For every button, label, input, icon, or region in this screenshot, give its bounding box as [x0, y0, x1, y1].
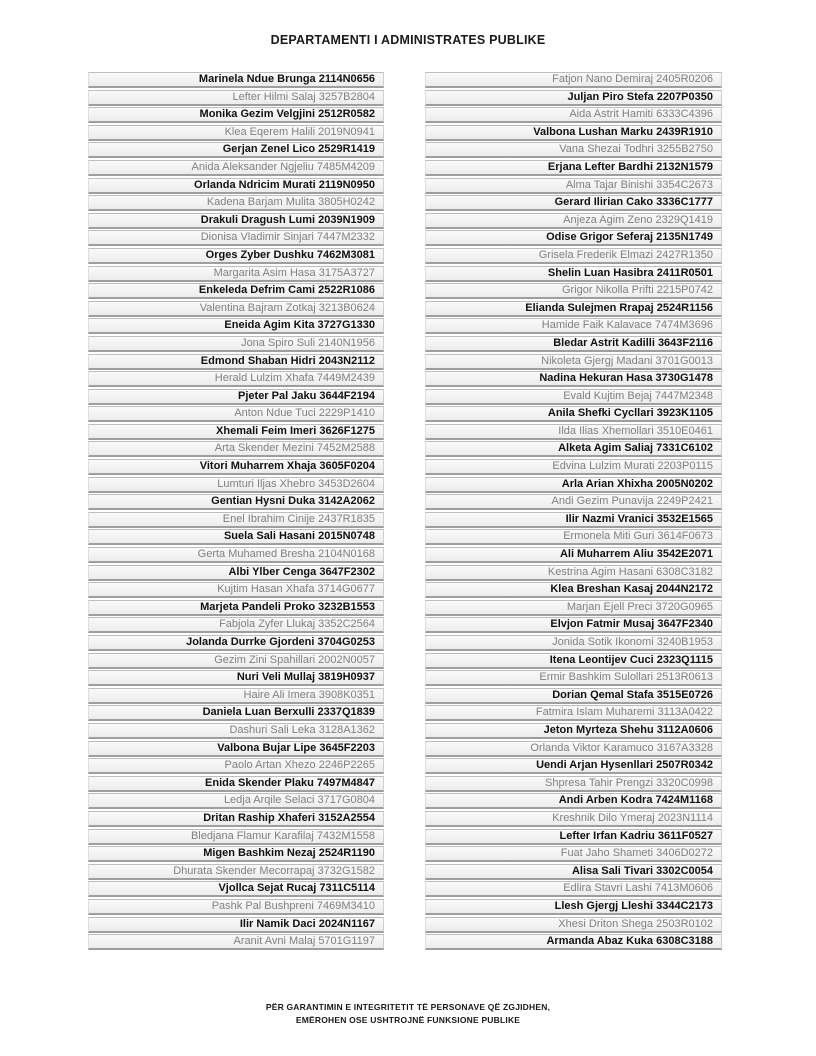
list-item: Odise Grigor Seferaj 2135N1749 — [425, 230, 722, 246]
list-item: Xhesi Driton Shega 2503R0102 — [425, 917, 722, 933]
list-item: Itena Leontijev Cuci 2323Q1115 — [425, 653, 722, 669]
list-item: Fatmira Islam Muharemi 3113A0422 — [425, 705, 722, 721]
list-item: Ermir Bashkim Sulollari 2513R0613 — [425, 670, 722, 686]
list-item: Gezim Zini Spahillari 2002N0057 — [88, 653, 384, 669]
list-item: Jona Spiro Suli 2140N1956 — [88, 336, 384, 352]
list-item: Gerjan Zenel Lico 2529R1419 — [88, 142, 384, 158]
list-item: Anida Aleksander Ngjeliu 7485M4209 — [88, 160, 384, 176]
list-item: Dorian Qemal Stafa 3515E0726 — [425, 688, 722, 704]
list-item: Erjana Lefter Bardhi 2132N1579 — [425, 160, 722, 176]
list-item: Enida Skender Plaku 7497M4847 — [88, 776, 384, 792]
list-item: Ilir Namik Daci 2024N1167 — [88, 917, 384, 933]
list-item: Dhurata Skender Mecorrapaj 3732G1582 — [88, 864, 384, 880]
list-item: Alisa Sali Tivari 3302C0054 — [425, 864, 722, 880]
list-item: Gentian Hysni Duka 3142A2062 — [88, 494, 384, 510]
list-item: Alketa Agim Saliaj 7331C6102 — [425, 441, 722, 457]
list-item: Fuat Jaho Shameti 3406D0272 — [425, 846, 722, 862]
list-item: Xhemali Feim Imeri 3626F1275 — [88, 424, 384, 440]
list-item: Kadena Barjam Mulita 3805H0242 — [88, 195, 384, 211]
list-item: Arta Skender Mezini 7452M2588 — [88, 441, 384, 457]
list-item: Haire Ali Imera 3908K0351 — [88, 688, 384, 704]
list-item: Valentina Bajram Zotkaj 3213B0624 — [88, 301, 384, 317]
list-item: Uendi Arjan Hysenllari 2507R0342 — [425, 758, 722, 774]
list-item: Gerta Muhamed Bresha 2104N0168 — [88, 547, 384, 563]
list-item: Orges Zyber Dushku 7462M3081 — [88, 248, 384, 264]
list-item: Daniela Luan Berxulli 2337Q1839 — [88, 705, 384, 721]
list-item: Shpresa Tahir Prengzi 3320C0998 — [425, 776, 722, 792]
list-item: Llesh Gjergj Lleshi 3344C2173 — [425, 899, 722, 915]
list-item: Herald Lulzim Xhafa 7449M2439 — [88, 371, 384, 387]
list-item: Dritan Raship Xhaferi 3152A2554 — [88, 811, 384, 827]
list-item: Migen Bashkim Nezaj 2524R1190 — [88, 846, 384, 862]
list-item: Suela Sali Hasani 2015N0748 — [88, 529, 384, 545]
list-item: Klea Breshan Kasaj 2044N2172 — [425, 582, 722, 598]
list-item: Pjeter Pal Jaku 3644F2194 — [88, 389, 384, 405]
list-item: Edvina Lulzim Murati 2203P0115 — [425, 459, 722, 475]
list-item: Bledar Astrit Kadilli 3643F2116 — [425, 336, 722, 352]
footer-line-1: PËR GARANTIMIN E INTEGRITETIT TË PERSONAVE QË ZGJIDHEN, — [265, 1002, 551, 1012]
name-list-left-column — [88, 72, 384, 952]
list-item: Enel Ibrahim Cinije 2437R1835 — [88, 512, 384, 528]
list-item: Anila Shefki Cycllari 3923K1105 — [425, 406, 722, 422]
list-item: Marjan Ejell Preci 3720G0965 — [425, 600, 722, 616]
list-item: Monika Gezim Velgjini 2512R0582 — [88, 107, 384, 123]
list-item: Nuri Veli Mullaj 3819H0937 — [88, 670, 384, 686]
list-item: Lefter Irfan Kadriu 3611F0527 — [425, 829, 722, 845]
list-item: Vitori Muharrem Xhaja 3605F0204 — [88, 459, 384, 475]
list-item: Marinela Ndue Brunga 2114N0656 — [88, 72, 384, 88]
list-item: Grisela Frederik Elmazi 2427R1350 — [425, 248, 722, 264]
list-item: Andi Arben Kodra 7424M1168 — [425, 793, 722, 809]
list-item: Lumturi Iljas Xhebro 3453D2604 — [88, 477, 384, 493]
list-item: Juljan Piro Stefa 2207P0350 — [425, 90, 722, 106]
list-item: Klea Eqerem Halili 2019N0941 — [88, 125, 384, 141]
list-item: Nadina Hekuran Hasa 3730G1478 — [425, 371, 722, 387]
list-item: Enkeleda Defrim Cami 2522R1086 — [88, 283, 384, 299]
list-item: Ilda Ilias Xhemollari 3510E0461 — [425, 424, 722, 440]
list-item: Hamide Faik Kalavace 7474M3696 — [425, 318, 722, 334]
list-item: Marjeta Pandeli Proko 3232B1553 — [88, 600, 384, 616]
list-item: Bledjana Flamur Karafilaj 7432M1558 — [88, 829, 384, 845]
page-footer — [0, 1001, 816, 1027]
list-item: Arla Arian Xhixha 2005N0202 — [425, 477, 722, 493]
footer-line-2: EMËROHEN OSE USHTROJNË FUNKSIONE PUBLIKE — [295, 1015, 521, 1025]
list-item: Ali Muharrem Aliu 3542E2071 — [425, 547, 722, 563]
list-item: Paolo Artan Xhezo 2246P2265 — [88, 758, 384, 774]
list-item: Andi Gezim Punavija 2249P2421 — [425, 494, 722, 510]
list-item: Dashuri Sali Leka 3128A1362 — [88, 723, 384, 739]
list-item: Jolanda Durrke Gjordeni 3704G0253 — [88, 635, 384, 651]
list-item: Grigor Nikolla Prifti 2215P0742 — [425, 283, 722, 299]
list-item: Armanda Abaz Kuka 6308C3188 — [425, 934, 722, 950]
list-item: Kreshnik Dilo Ymeraj 2023N1114 — [425, 811, 722, 827]
list-item: Dionisa Vladimir Sinjari 7447M2332 — [88, 230, 384, 246]
list-item: Drakuli Dragush Lumi 2039N1909 — [88, 213, 384, 229]
list-item: Anton Ndue Tuci 2229P1410 — [88, 406, 384, 422]
list-item: Margarita Asim Hasa 3175A3727 — [88, 266, 384, 282]
list-item: Nikoleta Gjergj Madani 3701G0013 — [425, 354, 722, 370]
list-item: Kestrina Agim Hasani 6308C3182 — [425, 565, 722, 581]
list-item: Orlanda Ndricim Murati 2119N0950 — [88, 178, 384, 194]
list-item: Eneida Agim Kita 3727G1330 — [88, 318, 384, 334]
list-item: Vana Shezai Todhri 3255B2750 — [425, 142, 722, 158]
list-item: Elvjon Fatmir Musaj 3647F2340 — [425, 617, 722, 633]
list-item: Vjollca Sejat Rucaj 7311C5114 — [88, 881, 384, 897]
list-item: Fatjon Nano Demiraj 2405R0206 — [425, 72, 722, 88]
list-item: Albi Ylber Cenga 3647F2302 — [88, 565, 384, 581]
list-item: Ilir Nazmi Vranici 3532E1565 — [425, 512, 722, 528]
list-item: Pashk Pal Bushpreni 7469M3410 — [88, 899, 384, 915]
list-item: Valbona Lushan Marku 2439R1910 — [425, 125, 722, 141]
page-title: DEPARTAMENTI I ADMINISTRATES PUBLIKE — [270, 33, 546, 47]
list-item: Shelin Luan Hasibra 2411R0501 — [425, 266, 722, 282]
list-item: Lefter Hilmi Salaj 3257B2804 — [88, 90, 384, 106]
list-item: Jeton Myrteza Shehu 3112A0606 — [425, 723, 722, 739]
list-item: Ledja Arqile Selaci 3717G0804 — [88, 793, 384, 809]
list-item: Edlira Stavri Lashi 7413M0606 — [425, 881, 722, 897]
list-item: Orlanda Viktor Karamuco 3167A3328 — [425, 741, 722, 757]
list-item: Aranit Avni Malaj 5701G1197 — [88, 934, 384, 950]
list-item: Edmond Shaban Hidri 2043N2112 — [88, 354, 384, 370]
list-item: Ermonela Miti Guri 3614F0673 — [425, 529, 722, 545]
list-item: Gerard Ilirian Cako 3336C1777 — [425, 195, 722, 211]
name-list-right-column — [425, 72, 722, 952]
list-item: Valbona Bujar Lipe 3645F2203 — [88, 741, 384, 757]
list-item: Alma Tajar Binishi 3354C2673 — [425, 178, 722, 194]
list-item: Aida Astrit Hamiti 6333C4396 — [425, 107, 722, 123]
list-item: Evald Kujtim Bejaj 7447M2348 — [425, 389, 722, 405]
list-item: Elianda Sulejmen Rrapaj 2524R1156 — [425, 301, 722, 317]
list-item: Anjeza Agim Zeno 2329Q1419 — [425, 213, 722, 229]
list-item: Jonida Sotik Ikonomi 3240B1953 — [425, 635, 722, 651]
list-item: Kujtim Hasan Xhafa 3714G0677 — [88, 582, 384, 598]
list-item: Fabjola Zyfer Llukaj 3352C2564 — [88, 617, 384, 633]
